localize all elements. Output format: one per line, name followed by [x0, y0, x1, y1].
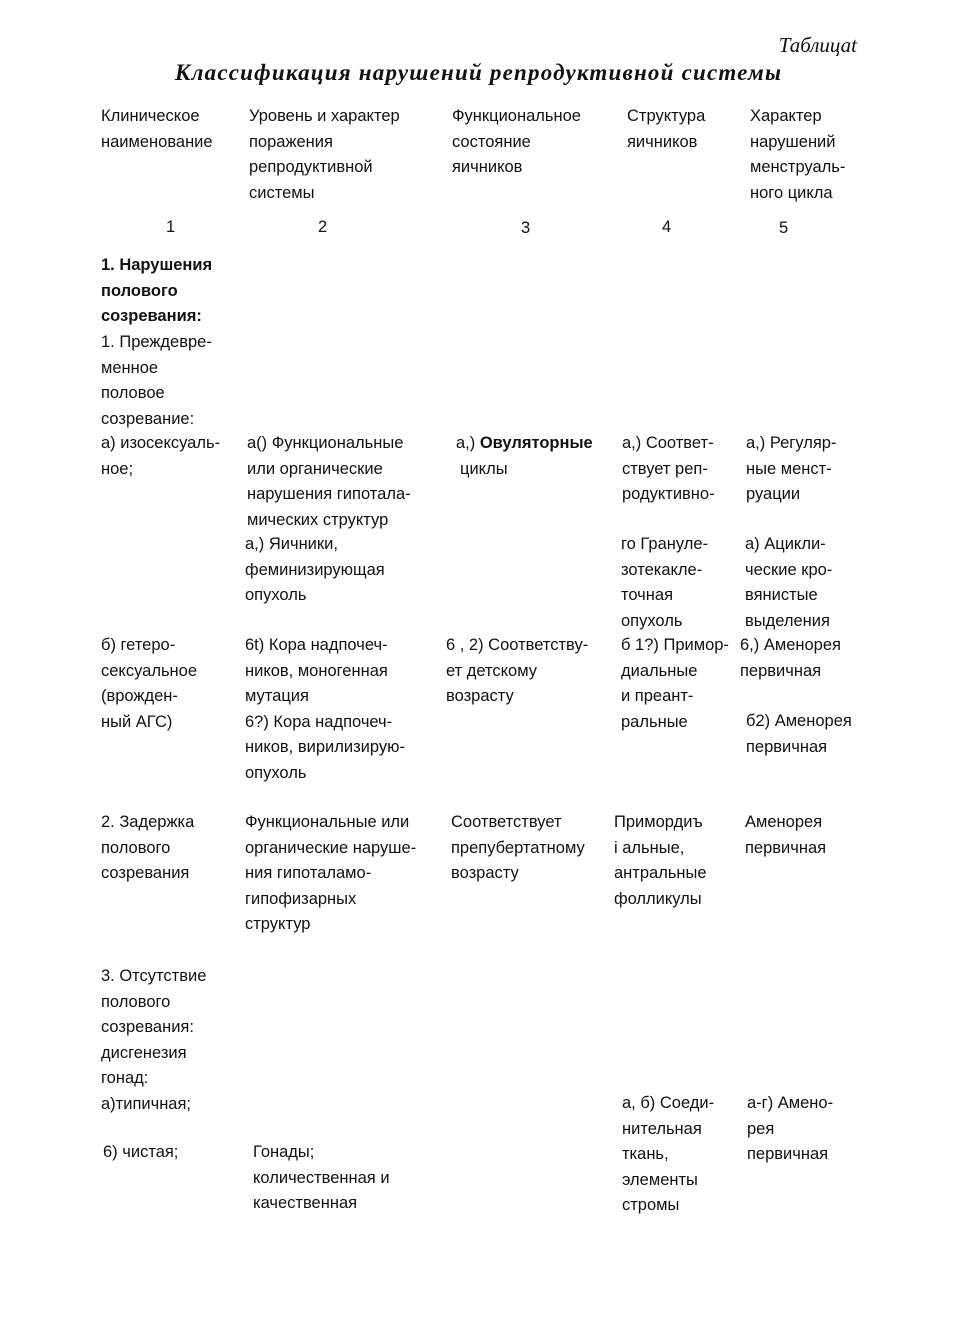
row-a-col-4a-line-1: а,) Соответ-: [622, 434, 714, 452]
row-a-col-3: [456, 431, 593, 482]
header-col-5-line-2: нарушений: [750, 132, 836, 151]
row-2-col-4-line-3: антральные: [614, 864, 707, 882]
row-a-col-4b-line-4: опухоль: [621, 611, 683, 630]
row-2-col-2-line-3: ния гипоталамо-: [245, 864, 372, 882]
section-3-col-4-line-3: ткань,: [622, 1145, 669, 1163]
row-b-col-5a: [740, 633, 841, 684]
header-col-4-line-2: яичников: [627, 132, 698, 151]
table-label: Таблицаt: [778, 33, 857, 57]
section-1-heading-line-3: созревания:: [101, 307, 202, 325]
section-3-col-1-line-2: полового: [101, 992, 171, 1011]
section-3-row-b-col-2: [253, 1140, 390, 1217]
row-b-col-2-line-6: опухоль: [245, 763, 307, 782]
header-col-2: [249, 104, 400, 206]
row-b-col-4-line-2: диальные: [621, 661, 698, 680]
row-b-col-3-line-2: ет детскому: [446, 661, 538, 680]
row-a-col-5a-line-1: а,) Регуляр-: [746, 434, 837, 452]
section-3-col-4-line-4: элементы: [622, 1170, 698, 1189]
row-b-col-1-line-2: сексуальное: [101, 661, 198, 680]
row-b-col-2-line-5: ников, вирилизирую-: [245, 738, 405, 756]
row-b-col-2-line-4: 6?) Кора надпочеч-: [245, 712, 393, 731]
section-3-col-1: [101, 964, 206, 1117]
section-3-col-5-line-1: а-г) Амено-: [747, 1094, 834, 1112]
row-a-col-2b-line-3: опухоль: [245, 586, 307, 604]
header-col-3-line-2: состояние: [452, 132, 531, 151]
row-a-col-1-line-1: а) изосексуаль-: [101, 434, 221, 452]
row-2-col-3: [451, 810, 585, 887]
header-col-3: [452, 104, 581, 181]
header-col-5-line-4: ного цикла: [750, 183, 833, 202]
header-col-1-line-1: Клиническое: [101, 107, 200, 125]
row-2-col-2-line-5: структур: [245, 915, 311, 933]
row-a-col-1: [101, 431, 220, 482]
section-3-col-1-line-6: а)типичная;: [101, 1094, 192, 1113]
row-2-col-2-line-1: Функциональные или: [245, 813, 410, 831]
row-2-col-4: [614, 810, 707, 912]
row-b-col-1-line-3: (врожден-: [101, 687, 178, 705]
section-3-col-1-line-1: 3. Отсутствие: [101, 967, 207, 985]
row-b-col-4: [621, 633, 729, 735]
section-3-col-4-line-2: нительная: [622, 1119, 702, 1138]
header-col-3-line-3: яичников: [452, 158, 523, 176]
row-2-col-5: [745, 810, 826, 861]
row-b-col-3: [446, 633, 588, 710]
row-a-col-1-line-2: ное;: [101, 459, 134, 478]
row-2-col-2-line-4: гипофизарных: [245, 889, 357, 908]
row-2-col-3-line-1: Соответствует: [451, 813, 562, 831]
header-col-4: [627, 104, 705, 155]
row-a-col-2a-line-2: или органические: [247, 459, 383, 478]
row-2-col-5-line-1: Аменорея: [745, 813, 823, 831]
row-b-col-2-line-1: 6t) Кора надпочеч-: [245, 636, 388, 654]
row-a-col-2a-line-1: а() Функциональные: [247, 434, 404, 452]
section-3-col-1-line-4: дисгенезия: [101, 1043, 187, 1062]
section-3-col-1-line-3: созревания:: [101, 1018, 194, 1036]
section-1-heading-line-1: 1. Нарушения: [101, 256, 213, 274]
row-a-col-5a-line-2: ные менст-: [746, 459, 832, 478]
row-a-col-4b-line-3: точная: [621, 586, 674, 604]
row-a-col-2b-line-2: феминизирующая: [245, 560, 385, 579]
section-3-col-5-line-3: первичная: [747, 1145, 829, 1163]
row-2-col-4-line-4: фолликулы: [614, 889, 702, 908]
header-col-3-line-1: Функциональное: [452, 107, 581, 125]
section-3-col-4-line-1: а, б) Соеди-: [622, 1094, 715, 1112]
row-b-col-5b: [746, 709, 852, 760]
section-3-col-4: [622, 1091, 714, 1219]
section-3-col-5-line-2: рея: [747, 1119, 775, 1138]
row-a-col-5b-line-1: а) Ацикли-: [745, 535, 826, 553]
row-a-col-5b-line-3: вянистые: [745, 586, 818, 604]
row-a-col-4a-line-2: ствует реп-: [622, 459, 708, 478]
row-a-col-3-prefix: а,): [456, 434, 480, 452]
row-2-col-1-line-3: созревания: [101, 864, 190, 882]
row-2-col-2: [245, 810, 416, 938]
row-2-col-3-line-3: возрасту: [451, 864, 519, 882]
section-3-row-b-col-1: 6) чистая;: [103, 1143, 179, 1161]
row-a-col-3-rest: циклы: [460, 459, 508, 478]
section-1-subheading-line-3: половое: [101, 384, 165, 402]
row-a-col-4b-line-1: го Грануле-: [621, 535, 709, 553]
section-1-subheading: [101, 330, 212, 432]
section-1-heading: [101, 253, 212, 330]
section-3-col-5: [747, 1091, 833, 1168]
row-b-col-2: [245, 633, 405, 786]
row-b-col-5b-line-2: первичная: [746, 737, 828, 756]
row-b-col-1: [101, 633, 197, 735]
row-b-col-5a-line-1: 6,) Аменорея: [740, 636, 841, 654]
table-title: Классификация нарушений репродуктивной системы: [174, 60, 783, 85]
section-1-subheading-line-1: 1. Преждевре-: [101, 333, 212, 351]
row-2-col-3-line-2: препубертатному: [451, 838, 585, 857]
row-a-col-2a: [247, 431, 411, 533]
row-a-col-2a-line-4: мических структур: [247, 510, 389, 529]
row-b-col-4-line-4: ральные: [621, 712, 688, 731]
header-col-5-line-3: менструаль-: [750, 158, 846, 176]
header-col-2-line-4: системы: [249, 183, 315, 202]
row-a-col-4a: [622, 431, 715, 508]
section-1-subheading-line-4: созревание:: [101, 409, 195, 428]
row-a-col-3-bold: Овуляторные: [479, 434, 593, 452]
row-2-col-1-line-1: 2. Задержка: [101, 813, 195, 831]
header-col-2-line-3: репродуктивной: [249, 158, 373, 176]
header-col-5-line-1: Характер: [750, 107, 822, 125]
header-col-2-line-2: поражения: [249, 132, 333, 151]
row-2-col-5-line-2: первичная: [745, 838, 827, 857]
row-b-col-4-line-3: и преант-: [621, 687, 694, 705]
row-b-col-1-line-1: б) гетеро-: [101, 636, 176, 654]
row-b-col-2-line-2: ников, моногенная: [245, 661, 388, 680]
section-1-heading-line-2: полового: [101, 281, 178, 300]
row-a-col-5b: [745, 532, 832, 634]
row-2-col-4-line-1: Примордиъ: [614, 813, 703, 831]
row-a-col-5b-line-4: выделения: [745, 611, 830, 630]
col-number-3: 3: [521, 219, 531, 237]
row-2-col-2-line-2: органические наруше-: [245, 838, 417, 857]
row-b-col-1-line-4: ный АГС): [101, 712, 173, 731]
col-number-1: 1: [166, 218, 176, 236]
section-3-row-b-col-2-line-1: Гонады;: [253, 1143, 315, 1161]
section-3-row-b-col-2-line-3: качественная: [253, 1194, 358, 1212]
row-2-col-1: [101, 810, 194, 887]
row-b-col-2-line-3: мутация: [245, 687, 309, 705]
row-a-col-2b-line-1: а,) Яичники,: [245, 535, 338, 553]
section-1-subheading-line-2: менное: [101, 358, 159, 377]
header-col-5: [750, 104, 845, 206]
header-col-1-line-2: наименование: [101, 132, 213, 151]
row-a-col-2b: [245, 532, 385, 609]
section-3-row-b-col-2-line-2: количественная и: [253, 1168, 390, 1187]
section-3-col-4-line-5: стромы: [622, 1196, 680, 1214]
col-number-2: 2: [318, 218, 328, 236]
col-number-5: 5: [779, 219, 789, 237]
row-a-col-4b: [621, 532, 708, 634]
row-a-col-5b-line-2: ческие кро-: [745, 560, 833, 579]
section-3-col-1-line-5: гонад:: [101, 1069, 149, 1087]
header-col-4-line-1: Структура: [627, 107, 706, 125]
row-a-col-2a-line-3: нарушения гипотала-: [247, 485, 411, 503]
header-col-2-line-1: Уровень и характер: [249, 107, 400, 125]
header-col-1: [101, 104, 213, 155]
row-a-col-4b-line-2: зотекакле-: [621, 560, 703, 579]
row-a-col-4a-line-3: родуктивно-: [622, 485, 715, 503]
row-b-col-5b-line-1: б2) Аменорея: [746, 712, 852, 730]
row-b-col-5a-line-2: первичная: [740, 661, 822, 680]
row-b-col-3-line-1: 6 , 2) Соответству-: [446, 636, 589, 654]
row-a-col-5a: [746, 431, 836, 508]
row-a-col-5a-line-3: руации: [746, 485, 801, 503]
row-2-col-4-line-2: i альные,: [614, 838, 685, 857]
row-2-col-1-line-2: полового: [101, 838, 171, 857]
col-number-4: 4: [662, 218, 672, 236]
row-b-col-3-line-3: возрасту: [446, 687, 514, 705]
row-b-col-4-line-1: б 1?) Примор-: [621, 636, 729, 654]
